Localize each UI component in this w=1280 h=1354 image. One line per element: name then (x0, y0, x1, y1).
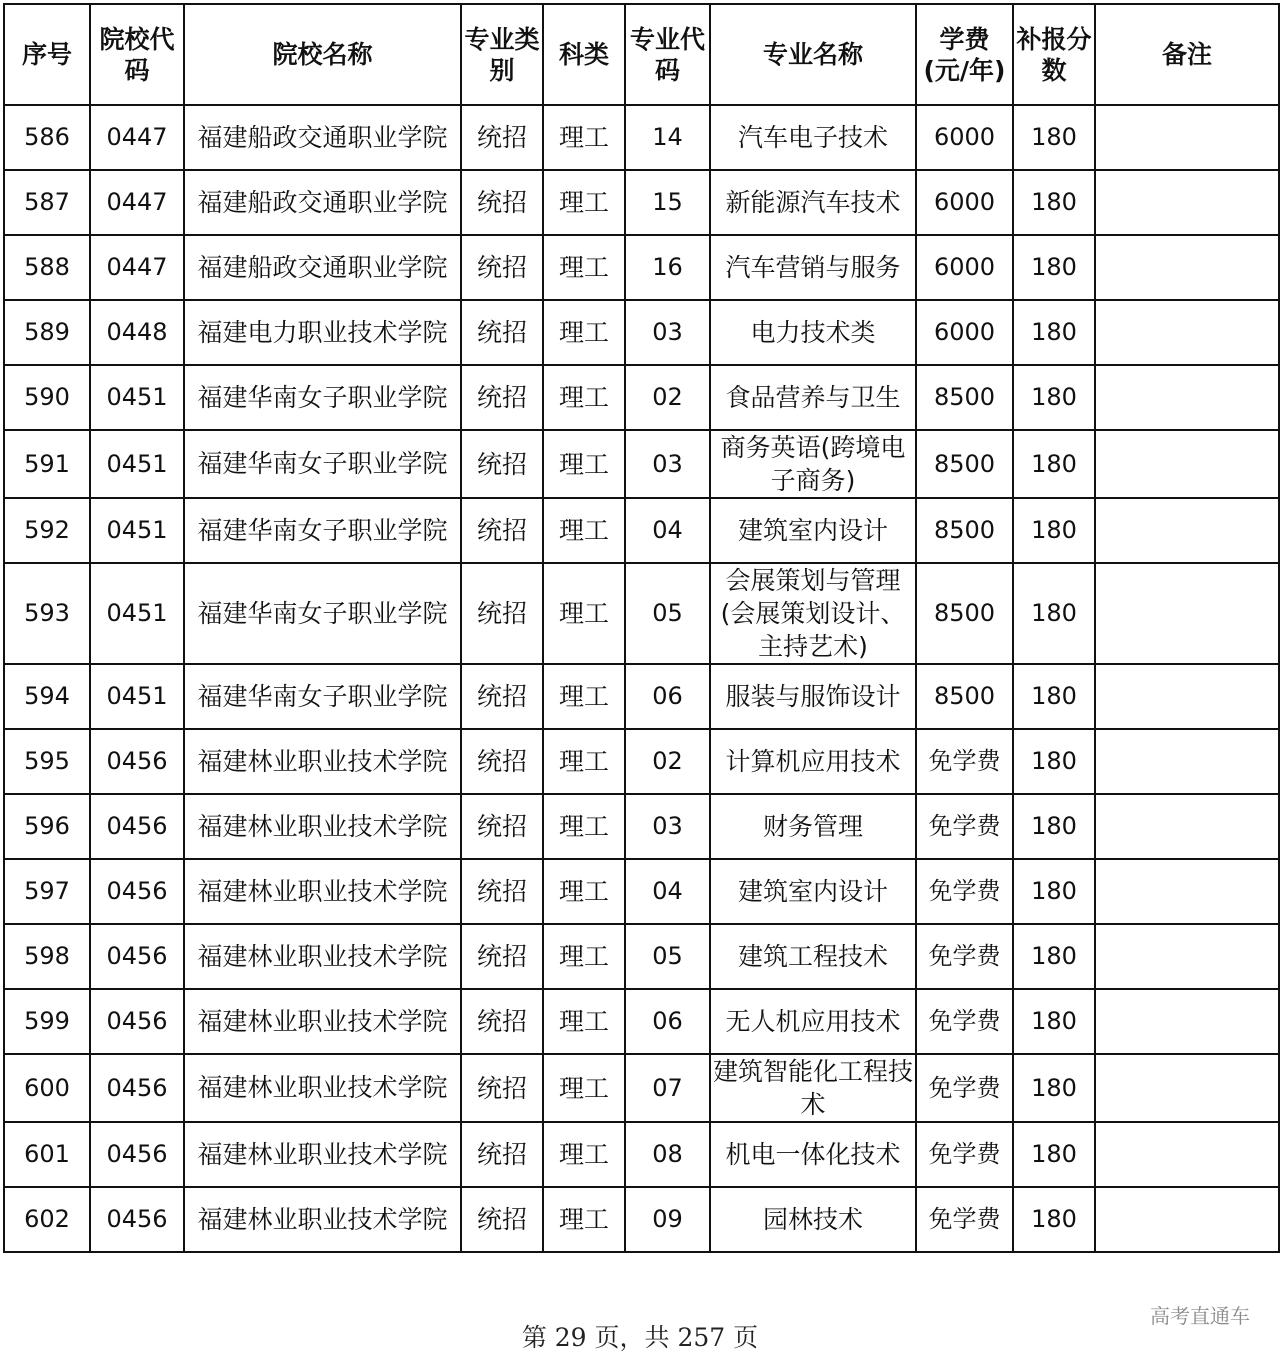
cell-major-code: 02 (625, 729, 710, 794)
cell-major-code: 07 (625, 1054, 710, 1122)
cell-seq: 600 (4, 1054, 90, 1122)
cell-note (1095, 1054, 1279, 1122)
cell-note (1095, 1187, 1279, 1252)
cell-major-code: 09 (625, 1187, 710, 1252)
cell-category: 统招 (461, 105, 543, 170)
cell-major-code: 05 (625, 563, 710, 664)
cell-score: 180 (1013, 170, 1095, 235)
cell-tuition: 免学费 (916, 1122, 1013, 1187)
cell-note (1095, 1122, 1279, 1187)
header-score: 补报分数 (1013, 4, 1095, 105)
cell-track: 理工 (543, 794, 625, 859)
page-number: 第 29 页，共 257 页 (521, 1323, 759, 1352)
cell-score: 180 (1013, 1187, 1095, 1252)
cell-school-name: 福建船政交通职业学院 (184, 105, 461, 170)
cell-major-code: 06 (625, 664, 710, 729)
cell-seq: 592 (4, 498, 90, 563)
cell-track: 理工 (543, 729, 625, 794)
cell-category: 统招 (461, 859, 543, 924)
cell-seq: 588 (4, 235, 90, 300)
watermark: 高考直通车 (1150, 1304, 1250, 1328)
cell-major-name: 园林技术 (710, 1187, 916, 1252)
cell-score: 180 (1013, 729, 1095, 794)
cell-school-name: 福建林业职业技术学院 (184, 1187, 461, 1252)
cell-school-code: 0451 (90, 498, 184, 563)
header-major-code: 专业代码 (625, 4, 710, 105)
cell-note (1095, 664, 1279, 729)
cell-major-name: 食品营养与卫生 (710, 365, 916, 430)
cell-school-name: 福建华南女子职业学院 (184, 563, 461, 664)
table-body (4, 105, 1279, 1252)
table-row (4, 989, 1279, 1054)
cell-tuition: 免学费 (916, 989, 1013, 1054)
cell-note (1095, 105, 1279, 170)
table-row (4, 498, 1279, 563)
table-header (4, 4, 1279, 105)
cell-seq: 590 (4, 365, 90, 430)
cell-tuition: 6000 (916, 235, 1013, 300)
cell-note (1095, 563, 1279, 664)
table-row (4, 170, 1279, 235)
cell-seq: 602 (4, 1187, 90, 1252)
cell-major-name: 新能源汽车技术 (710, 170, 916, 235)
header-major-name: 专业名称 (710, 4, 916, 105)
cell-school-code: 0456 (90, 729, 184, 794)
cell-track: 理工 (543, 498, 625, 563)
cell-score: 180 (1013, 365, 1095, 430)
cell-school-name: 福建船政交通职业学院 (184, 235, 461, 300)
cell-tuition: 免学费 (916, 859, 1013, 924)
cell-school-code: 0448 (90, 300, 184, 365)
table-row (4, 794, 1279, 859)
cell-category: 统招 (461, 664, 543, 729)
cell-seq: 599 (4, 989, 90, 1054)
cell-major-code: 03 (625, 300, 710, 365)
cell-school-code: 0447 (90, 235, 184, 300)
table-row (4, 365, 1279, 430)
cell-major-code: 03 (625, 430, 710, 498)
cell-category: 统招 (461, 1122, 543, 1187)
cell-category: 统招 (461, 989, 543, 1054)
cell-seq: 594 (4, 664, 90, 729)
cell-school-code: 0456 (90, 859, 184, 924)
cell-school-name: 福建船政交通职业学院 (184, 170, 461, 235)
cell-school-name: 福建华南女子职业学院 (184, 365, 461, 430)
cell-category: 统招 (461, 300, 543, 365)
cell-tuition: 6000 (916, 105, 1013, 170)
cell-school-code: 0451 (90, 365, 184, 430)
cell-note (1095, 924, 1279, 989)
cell-major-name: 电力技术类 (710, 300, 916, 365)
cell-major-name: 服装与服饰设计 (710, 664, 916, 729)
cell-note (1095, 989, 1279, 1054)
table-row (4, 924, 1279, 989)
cell-school-code: 0456 (90, 924, 184, 989)
cell-category: 统招 (461, 794, 543, 859)
table-row (4, 859, 1279, 924)
cell-track: 理工 (543, 1054, 625, 1122)
cell-school-name: 福建林业职业技术学院 (184, 924, 461, 989)
cell-school-code: 0451 (90, 430, 184, 498)
header-seq: 序号 (4, 4, 90, 105)
cell-school-code: 0451 (90, 563, 184, 664)
cell-category: 统招 (461, 729, 543, 794)
table-row (4, 1054, 1279, 1122)
header-track: 科类 (543, 4, 625, 105)
cell-track: 理工 (543, 1122, 625, 1187)
cell-school-code: 0447 (90, 105, 184, 170)
cell-major-name: 财务管理 (710, 794, 916, 859)
cell-seq: 587 (4, 170, 90, 235)
cell-major-name: 建筑室内设计 (710, 498, 916, 563)
cell-school-name: 福建林业职业技术学院 (184, 1054, 461, 1122)
cell-tuition: 免学费 (916, 794, 1013, 859)
cell-track: 理工 (543, 365, 625, 430)
cell-school-code: 0451 (90, 664, 184, 729)
cell-tuition: 8500 (916, 430, 1013, 498)
cell-major-name: 汽车电子技术 (710, 105, 916, 170)
cell-major-name: 计算机应用技术 (710, 729, 916, 794)
cell-seq: 597 (4, 859, 90, 924)
table-row (4, 105, 1279, 170)
header-category: 专业类别 (461, 4, 543, 105)
cell-tuition: 免学费 (916, 924, 1013, 989)
cell-track: 理工 (543, 235, 625, 300)
cell-note (1095, 235, 1279, 300)
cell-school-name: 福建华南女子职业学院 (184, 664, 461, 729)
cell-note (1095, 729, 1279, 794)
cell-school-code: 0456 (90, 1187, 184, 1252)
cell-major-code: 06 (625, 989, 710, 1054)
cell-major-code: 03 (625, 794, 710, 859)
cell-track: 理工 (543, 170, 625, 235)
cell-note (1095, 365, 1279, 430)
cell-major-name: 商务英语(跨境电子商务) (710, 430, 916, 498)
table-row (4, 1122, 1279, 1187)
cell-major-name: 会展策划与管理(会展策划设计、主持艺术) (710, 563, 916, 664)
cell-note (1095, 859, 1279, 924)
cell-major-code: 16 (625, 235, 710, 300)
cell-seq: 596 (4, 794, 90, 859)
cell-track: 理工 (543, 924, 625, 989)
cell-seq: 589 (4, 300, 90, 365)
cell-note (1095, 170, 1279, 235)
table-row (4, 300, 1279, 365)
cell-tuition: 免学费 (916, 729, 1013, 794)
cell-tuition: 6000 (916, 300, 1013, 365)
header-school-code: 院校代码 (90, 4, 184, 105)
cell-major-code: 04 (625, 859, 710, 924)
cell-major-code: 04 (625, 498, 710, 563)
cell-major-code: 02 (625, 365, 710, 430)
header-tuition: 学费(元/年) (916, 4, 1013, 105)
cell-tuition: 8500 (916, 498, 1013, 563)
cell-category: 统招 (461, 235, 543, 300)
cell-seq: 586 (4, 105, 90, 170)
cell-major-name: 建筑工程技术 (710, 924, 916, 989)
cell-category: 统招 (461, 498, 543, 563)
cell-track: 理工 (543, 300, 625, 365)
cell-school-name: 福建林业职业技术学院 (184, 794, 461, 859)
admissions-table (3, 3, 1280, 1253)
cell-track: 理工 (543, 563, 625, 664)
cell-score: 180 (1013, 563, 1095, 664)
cell-track: 理工 (543, 989, 625, 1054)
cell-score: 180 (1013, 924, 1095, 989)
cell-school-name: 福建林业职业技术学院 (184, 989, 461, 1054)
cell-major-code: 05 (625, 924, 710, 989)
cell-school-code: 0456 (90, 1054, 184, 1122)
cell-category: 统招 (461, 170, 543, 235)
cell-tuition: 8500 (916, 563, 1013, 664)
cell-school-code: 0456 (90, 794, 184, 859)
cell-score: 180 (1013, 498, 1095, 563)
cell-tuition: 8500 (916, 664, 1013, 729)
cell-category: 统招 (461, 430, 543, 498)
cell-major-name: 汽车营销与服务 (710, 235, 916, 300)
cell-score: 180 (1013, 989, 1095, 1054)
header-row (4, 4, 1279, 105)
cell-score: 180 (1013, 794, 1095, 859)
cell-school-name: 福建华南女子职业学院 (184, 430, 461, 498)
cell-track: 理工 (543, 859, 625, 924)
table-row (4, 563, 1279, 664)
cell-note (1095, 498, 1279, 563)
cell-score: 180 (1013, 300, 1095, 365)
cell-track: 理工 (543, 430, 625, 498)
cell-category: 统招 (461, 1054, 543, 1122)
cell-school-name: 福建林业职业技术学院 (184, 859, 461, 924)
table-row (4, 729, 1279, 794)
cell-major-code: 14 (625, 105, 710, 170)
cell-school-name: 福建林业职业技术学院 (184, 729, 461, 794)
cell-school-code: 0456 (90, 1122, 184, 1187)
cell-score: 180 (1013, 430, 1095, 498)
cell-major-code: 15 (625, 170, 710, 235)
cell-note (1095, 794, 1279, 859)
table-row (4, 430, 1279, 498)
cell-major-name: 机电一体化技术 (710, 1122, 916, 1187)
cell-score: 180 (1013, 105, 1095, 170)
cell-tuition: 免学费 (916, 1054, 1013, 1122)
cell-score: 180 (1013, 1122, 1095, 1187)
cell-track: 理工 (543, 105, 625, 170)
cell-category: 统招 (461, 563, 543, 664)
cell-track: 理工 (543, 664, 625, 729)
cell-seq: 595 (4, 729, 90, 794)
cell-school-name: 福建华南女子职业学院 (184, 498, 461, 563)
cell-school-code: 0456 (90, 989, 184, 1054)
cell-track: 理工 (543, 1187, 625, 1252)
cell-score: 180 (1013, 235, 1095, 300)
cell-school-code: 0447 (90, 170, 184, 235)
cell-score: 180 (1013, 664, 1095, 729)
cell-tuition: 6000 (916, 170, 1013, 235)
cell-major-name: 无人机应用技术 (710, 989, 916, 1054)
cell-score: 180 (1013, 859, 1095, 924)
cell-seq: 598 (4, 924, 90, 989)
cell-score: 180 (1013, 1054, 1095, 1122)
cell-major-name: 建筑室内设计 (710, 859, 916, 924)
table-row (4, 1187, 1279, 1252)
cell-major-code: 08 (625, 1122, 710, 1187)
cell-school-name: 福建林业职业技术学院 (184, 1122, 461, 1187)
cell-seq: 591 (4, 430, 90, 498)
cell-seq: 593 (4, 563, 90, 664)
cell-school-name: 福建电力职业技术学院 (184, 300, 461, 365)
cell-tuition: 免学费 (916, 1187, 1013, 1252)
table-row (4, 664, 1279, 729)
cell-note (1095, 430, 1279, 498)
cell-note (1095, 300, 1279, 365)
cell-tuition: 8500 (916, 365, 1013, 430)
cell-category: 统招 (461, 1187, 543, 1252)
cell-seq: 601 (4, 1122, 90, 1187)
cell-category: 统招 (461, 365, 543, 430)
header-school-name: 院校名称 (184, 4, 461, 105)
header-note: 备注 (1095, 4, 1279, 105)
table-row (4, 235, 1279, 300)
cell-category: 统招 (461, 924, 543, 989)
cell-major-name: 建筑智能化工程技术 (710, 1054, 916, 1122)
